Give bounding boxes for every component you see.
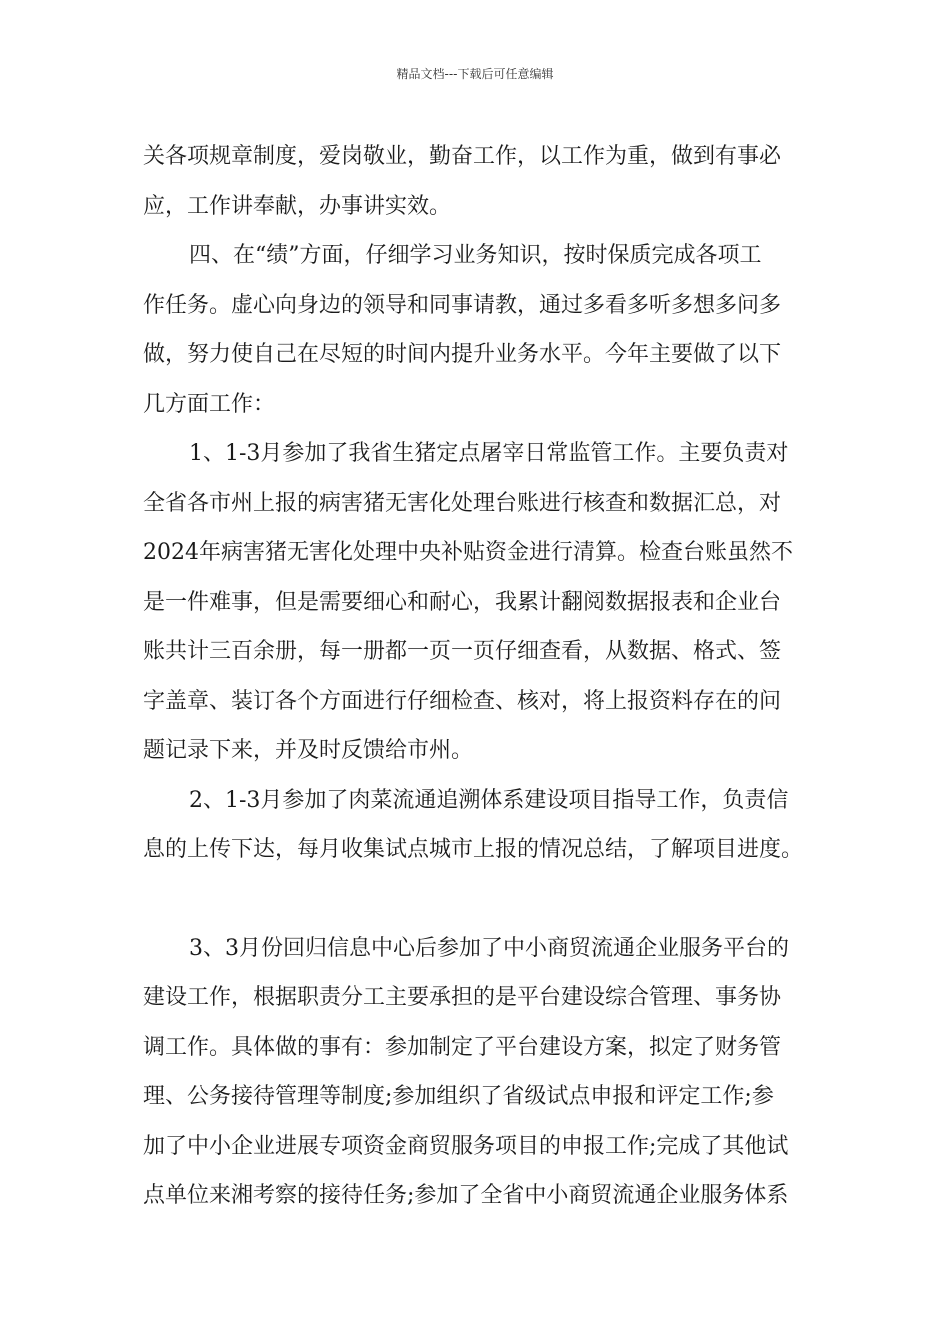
text-line: 1、1-3月参加了我省生猪定点屠宰日常监管工作。主要负责对 <box>189 441 789 466</box>
text-line: 做，努力使自己在尽短的时间内提升业务水平。今年主要做了以下 <box>143 342 782 367</box>
text-line: 是一件难事，但是需要细心和耐心，我累计翻阅数据报表和企业台 <box>143 589 782 615</box>
text-line: 关各项规章制度，爱岗敬业，勤奋工作，以工作为重，做到有事必 <box>143 144 782 169</box>
text-line: 账共计三百余册，每一册都一页一页仔细查看，从数据、格式、签 <box>143 639 782 664</box>
text-line: 点单位来湘考察的接待任务;参加了全省中小商贸流通企业服务体系 <box>143 1183 789 1208</box>
text-line: 全省各市州上报的病害猪无害化处理台账进行核查和数据汇总，对 <box>143 490 782 516</box>
document-body <box>143 132 813 1221</box>
text-line: 四、在“绩”方面，仔细学习业务知识，按时保质完成各项工 <box>189 243 762 268</box>
paragraph-continuation <box>143 132 813 231</box>
text-line: 几方面工作： <box>143 391 276 417</box>
paragraph-item-1 <box>143 429 813 776</box>
text-line: 字盖章、装订各个方面进行仔细检查、核对，将上报资料存在的问 <box>143 688 782 714</box>
paragraph-item-2 <box>143 776 813 875</box>
text-line: 理、公务接待管理等制度;参加组织了省级试点申报和评定工作;参 <box>143 1084 774 1109</box>
text-line: 作任务。虚心向身边的领导和同事请教，通过多看多听多想多问多 <box>143 292 782 318</box>
paragraph-gap <box>143 875 813 924</box>
page-header: 精品文档---下载后可任意编辑 <box>396 67 554 81</box>
text-line: 加了中小企业进展专项资金商贸服务项目的申报工作;完成了其他试 <box>143 1133 789 1159</box>
text-line: 调工作。具体做的事有：参加制定了平台建设方案，拟定了财务管 <box>143 1034 782 1060</box>
text-line: 题记录下来，并及时反馈给市州。 <box>143 738 474 763</box>
text-line: 息的上传下达，每月收集试点城市上报的情况总结，了解项目进度。 <box>143 837 804 862</box>
paragraph-four-performance <box>143 231 813 429</box>
text-line: 2024年病害猪无害化处理中央补贴资金进行清算。检查台账虽然不 <box>143 540 793 565</box>
text-line: 3、3月份回归信息中心后参加了中小商贸流通企业服务平台的 <box>189 935 789 961</box>
text-line: 2、1-3月参加了肉菜流通追溯体系建设项目指导工作，负责信 <box>189 787 789 813</box>
paragraph-item-3 <box>143 924 813 1221</box>
text-line: 应，工作讲奉献，办事讲实效。 <box>143 193 452 219</box>
text-line: 建设工作，根据职责分工主要承担的是平台建设综合管理、事务协 <box>143 985 782 1010</box>
